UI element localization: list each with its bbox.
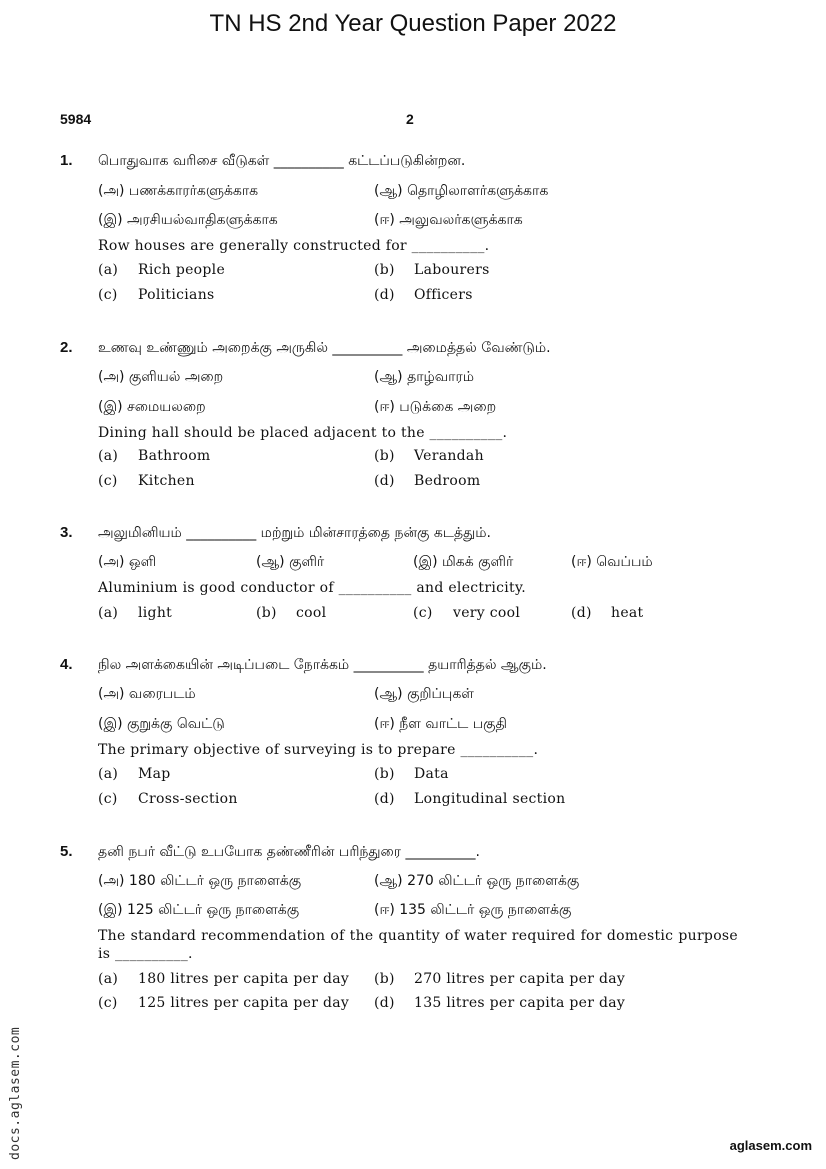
option-label: (b) [256, 605, 277, 621]
option-label: (b) [374, 971, 395, 987]
option-label: (b) [374, 766, 395, 782]
tamil-option-b: (ஆ) தொழிலாளர்களுக்காக [374, 183, 549, 199]
option-text: Kitchen [138, 473, 195, 489]
tamil-option-d: (ஈ) அலுவலர்களுக்காக [374, 212, 523, 228]
english-option-d [374, 286, 473, 304]
english-option-a [98, 447, 211, 465]
tamil-option-c: (இ) மிகக் குளிர் [413, 554, 514, 570]
tamil-option-c: (இ) குறுக்கு வெட்டு [98, 716, 225, 732]
tamil-option-c: (இ) அரசியல்வாதிகளுக்காக [98, 212, 278, 228]
option-text: Bathroom [138, 448, 211, 464]
option-label: (d) [374, 287, 395, 303]
footer-brand: aglasem.com [729, 1138, 812, 1153]
tamil-question: தனி நபர் வீட்டு உபயோக தண்ணீரின் பரிந்துரை __________. [98, 844, 480, 860]
tamil-question: அலுமினியம் __________ மற்றும் மின்சாரத்தை நன்கு கடத்தும். [98, 525, 491, 541]
tamil-option-a: (அ) பணக்காரர்களுக்காக [98, 183, 259, 199]
tamil-option-b: (ஆ) குறிப்புகள் [374, 686, 474, 702]
option-label: (c) [413, 605, 433, 621]
option-label: (c) [98, 473, 118, 489]
english-option-d [374, 790, 565, 808]
side-watermark: docs.aglasem.com [8, 1026, 23, 1160]
page-title: TN HS 2nd Year Question Paper 2022 [209, 10, 617, 37]
tamil-option-b: (ஆ) 270 லிட்டர் ஒரு நாளைக்கு [374, 873, 580, 889]
question-number: 3. [60, 524, 73, 541]
english-option-b [374, 970, 625, 988]
option-label: (a) [98, 766, 119, 782]
option-label: (b) [374, 262, 395, 278]
tamil-question: உணவு உண்ணும் அறைக்கு அருகில் __________ அமைத்தல் வேண்டும். [98, 340, 551, 356]
option-label: (d) [374, 473, 395, 489]
option-label: (a) [98, 605, 119, 621]
page-number: 2 [406, 111, 414, 127]
tamil-option-d: (ஈ) 135 லிட்டர் ஒரு நாளைக்கு [374, 902, 572, 918]
question-number: 1. [60, 152, 73, 169]
option-text: Map [138, 766, 171, 782]
tamil-option-c: (இ) 125 லிட்டர் ஒரு நாளைக்கு [98, 902, 300, 918]
english-option-b [374, 261, 490, 279]
tamil-option-a: (அ) குளியல் அறை [98, 369, 224, 385]
tamil-option-a: (அ) வரைபடம் [98, 686, 196, 702]
tamil-option-d: (ஈ) வெப்பம் [571, 554, 653, 570]
tamil-option-b: (ஆ) தாழ்வாரம் [374, 369, 474, 385]
english-option-a [98, 970, 349, 988]
option-text: 180 litres per capita per day [138, 971, 350, 987]
option-text: very cool [453, 605, 521, 621]
option-label: (d) [374, 791, 395, 807]
option-label: (a) [98, 262, 119, 278]
tamil-option-b: (ஆ) குளிர் [256, 554, 325, 570]
option-text: Verandah [414, 448, 484, 464]
question-number: 5. [60, 843, 73, 860]
option-text: light [138, 605, 173, 621]
option-text: heat [611, 605, 644, 621]
english-question: Dining hall should be placed adjacent to the __________. [98, 425, 508, 441]
question-number: 4. [60, 656, 73, 673]
option-text: Longitudinal section [414, 791, 566, 807]
option-text: Labourers [414, 262, 490, 278]
english-question: The standard recommendation of the quantity of water required for domestic purpose is __________. [98, 928, 738, 962]
english-option-c [413, 604, 520, 622]
english-question: Aluminium is good conductor of __________ and electricity. [98, 580, 527, 596]
option-label: (a) [98, 448, 119, 464]
paper-code: 5984 [60, 111, 92, 127]
option-text: 135 litres per capita per day [414, 995, 626, 1011]
english-option-b [256, 604, 326, 622]
english-option-c [98, 472, 195, 490]
option-text: Cross-section [138, 791, 238, 807]
english-option-c [98, 790, 238, 808]
english-option-d [374, 994, 625, 1012]
tamil-option-d: (ஈ) படுக்கை அறை [374, 399, 497, 415]
option-text: cool [296, 605, 327, 621]
tamil-option-a: (அ) ஒளி [98, 554, 157, 570]
option-label: (c) [98, 791, 118, 807]
english-option-a [98, 261, 225, 279]
option-text: Officers [414, 287, 473, 303]
option-label: (d) [571, 605, 592, 621]
option-label: (c) [98, 287, 118, 303]
option-text: Bedroom [414, 473, 481, 489]
option-text: 125 litres per capita per day [138, 995, 350, 1011]
tamil-question: நில அளக்கையின் அடிப்படை நோக்கம் __________ தயாரித்தல் ஆகும். [98, 657, 547, 673]
option-label: (b) [374, 448, 395, 464]
option-text: Rich people [138, 262, 226, 278]
option-text: 270 litres per capita per day [414, 971, 626, 987]
option-label: (d) [374, 995, 395, 1011]
option-text: Data [414, 766, 449, 782]
english-question: The primary objective of surveying is to prepare __________. [98, 742, 539, 758]
english-question: Row houses are generally constructed for __________. [98, 238, 490, 254]
tamil-option-c: (இ) சமையலறை [98, 399, 206, 415]
question-number: 2. [60, 339, 73, 356]
english-option-c [98, 286, 215, 304]
english-option-d [374, 472, 480, 490]
english-option-b [374, 447, 484, 465]
english-option-c [98, 994, 349, 1012]
tamil-question: பொதுவாக வரிசை வீடுகள் __________ கட்டப்படுகின்றன. [98, 153, 466, 169]
option-label: (a) [98, 971, 119, 987]
option-label: (c) [98, 995, 118, 1011]
tamil-option-a: (அ) 180 லிட்டர் ஒரு நாளைக்கு [98, 873, 302, 889]
english-option-b [374, 765, 449, 783]
english-option-a [98, 765, 171, 783]
english-option-d [571, 604, 643, 622]
english-option-a [98, 604, 172, 622]
tamil-option-d: (ஈ) நீள வாட்ட பகுதி [374, 716, 507, 732]
option-text: Politicians [138, 287, 215, 303]
